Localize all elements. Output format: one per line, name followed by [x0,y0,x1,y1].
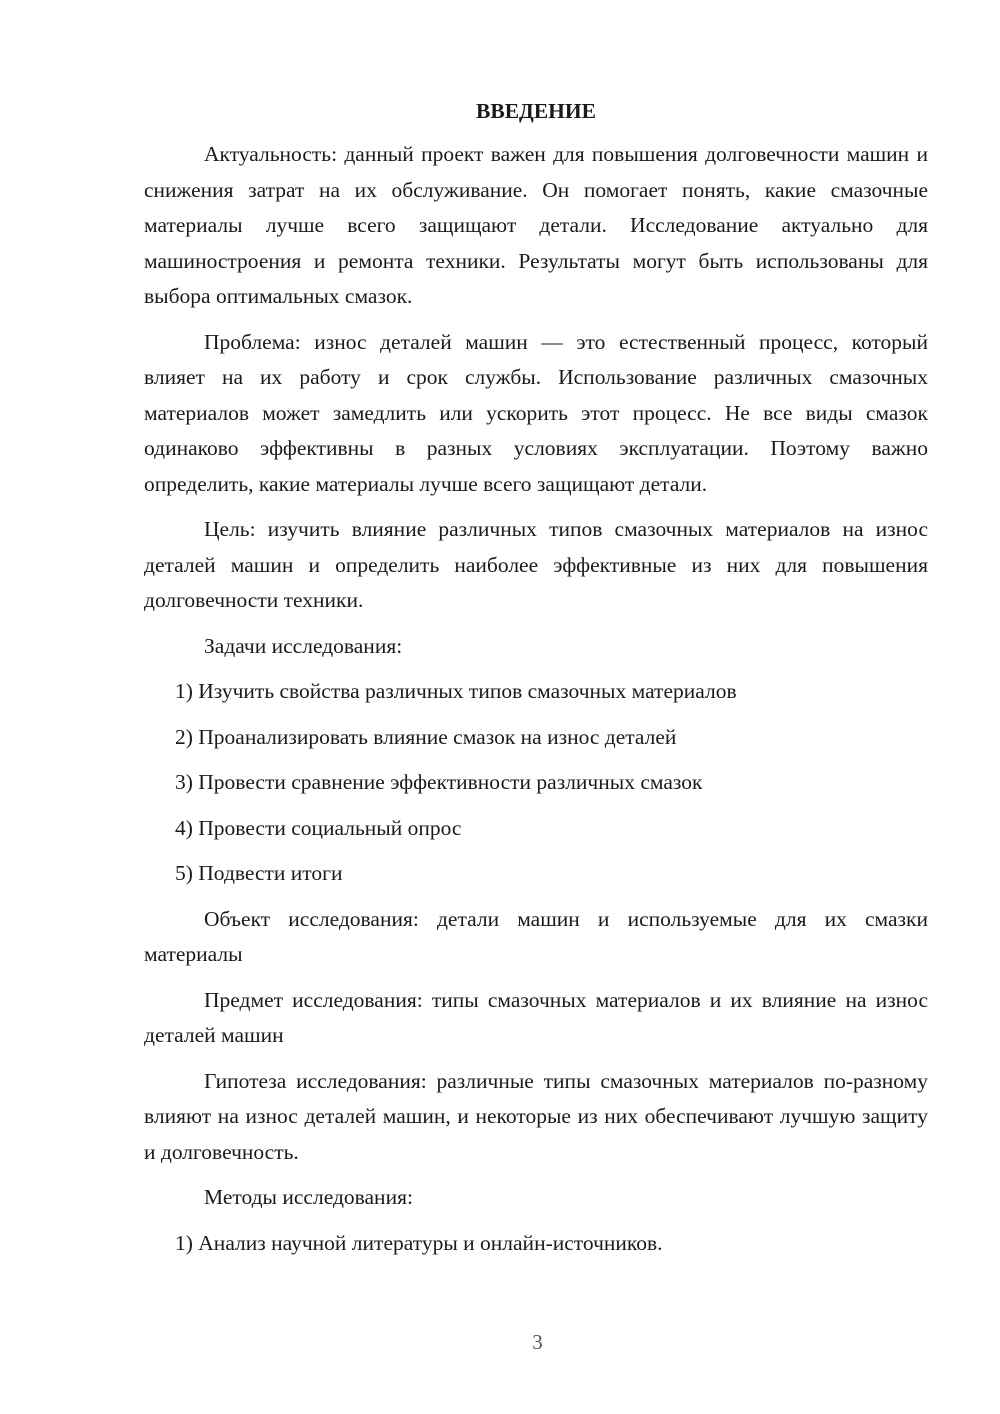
subject-paragraph: Предмет исследования: типы смазочных материалов и их влияние на износ деталей машин [144,987,928,1047]
list-item: 1) Анализ научной литературы и онлайн-источников. [175,1230,663,1255]
list-item: 4) Провести социальный опрос [175,815,462,840]
methods-heading: Методы исследования: [204,1185,413,1209]
hypothesis-paragraph: Гипотеза исследования: различные типы смазочных материалов по-разному влияют на износ деталей машин, и некоторые из них обеспечивают лучшую защиту и долговечность. [144,1068,928,1164]
problem-paragraph: Проблема: износ деталей машин — это естественный процесс, который влияет на их работу и срок службы. Использование различных смазочных материалов может замедлить или ускорить этот процесс. Не все виды смазок одинаково эффективны в разных условиях эксплуатации. Поэтому важно определить, какие материалы лучше всего защищают детали. [144,329,928,496]
page-number: 3 [532,1330,543,1354]
relevance-paragraph: Актуальность: данный проект важен для повышения долговечности машин и снижения затрат на их обслуживание. Он помогает понять, какие смазочные материалы лучше всего защищают детали. Исследование актуально для машиностроения и ремонта техники. Результаты могут быть использованы для выбора оптимальных смазок. [144,142,928,308]
document-page [144,94,928,1271]
list-item: 2) Проанализировать влияние смазок на износ деталей [175,724,677,749]
methods-list [144,1226,928,1262]
object-paragraph: Объект исследования: детали машин и используемые для их смазки материалы [144,906,928,966]
goal-paragraph: Цель: изучить влияние различных типов смазочных материалов на износ деталей машин и определить наиболее эффективные из них для повышения долговечности техники. [144,517,928,612]
list-item: 1) Изучить свойства различных типов смазочных материалов [175,679,737,703]
tasks-list [144,674,928,892]
list-item: 3) Провести сравнение эффективности различных смазок [175,770,703,794]
tasks-heading: Задачи исследования: [204,633,403,658]
page-title: ВВЕДЕНИЕ [476,99,596,123]
list-item: 5) Подвести итоги [175,861,343,885]
